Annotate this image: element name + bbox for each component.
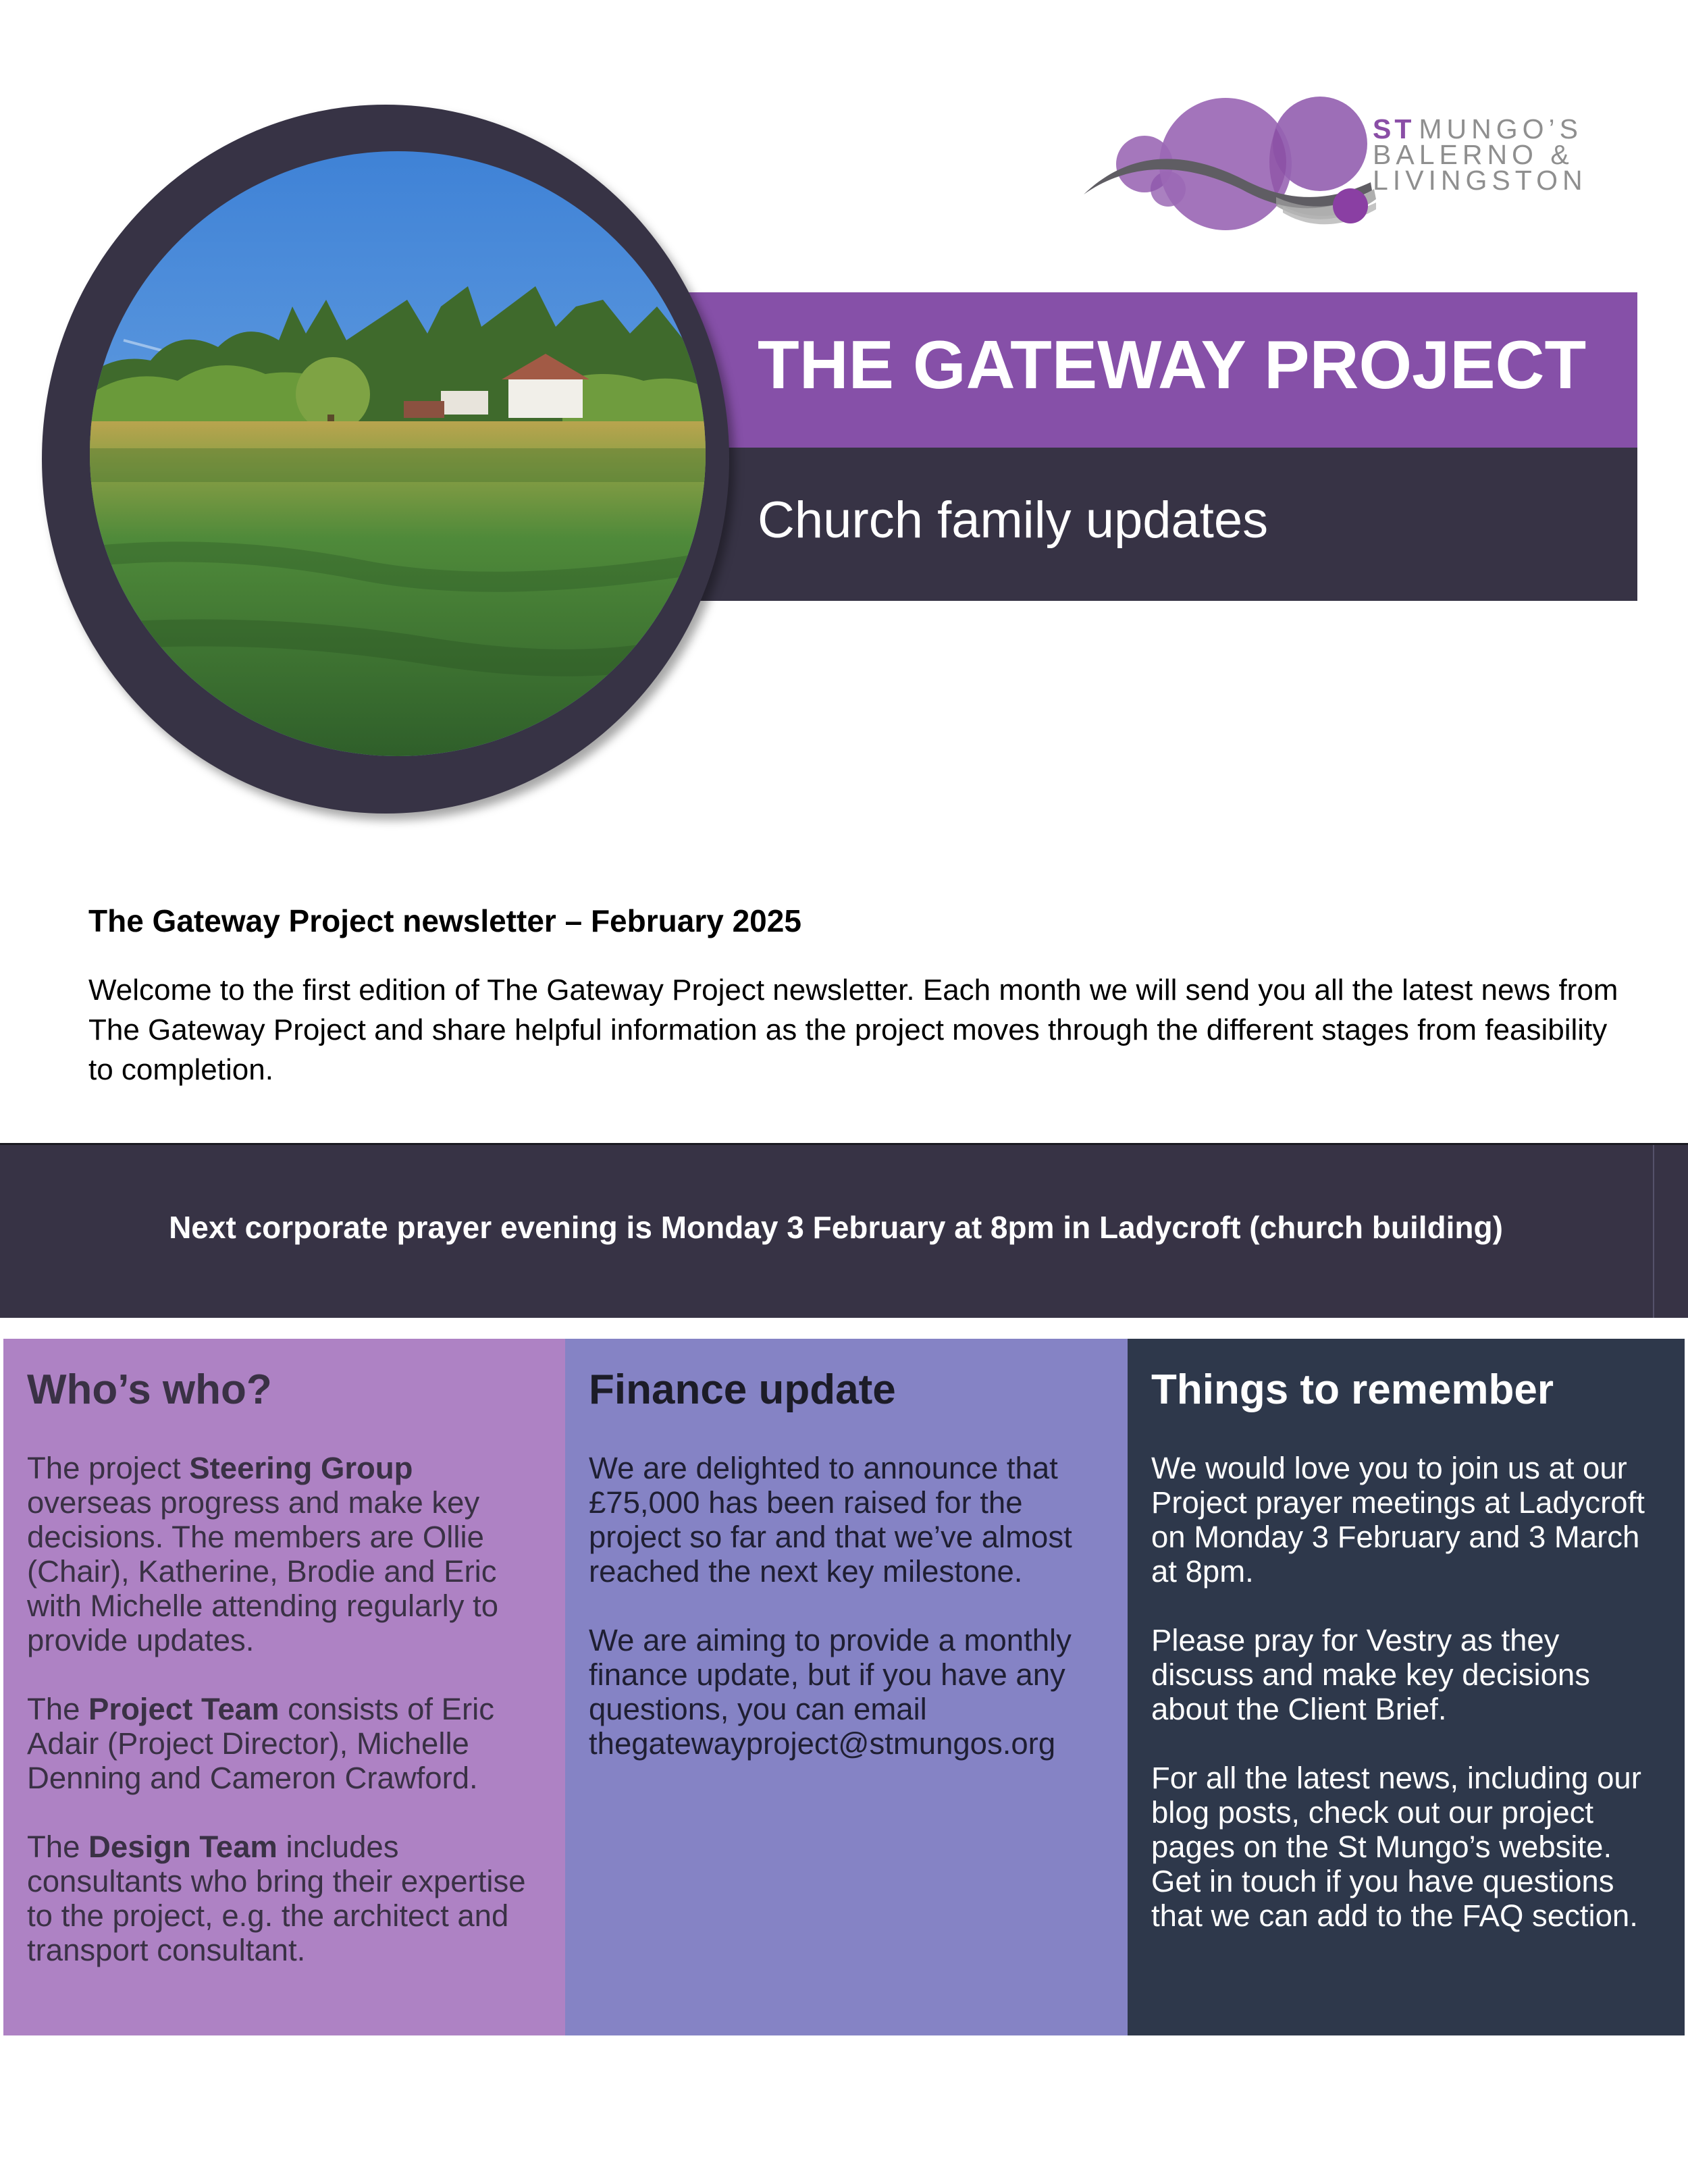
whos-who-column bbox=[3, 1339, 565, 2035]
logo-bubbles-icon bbox=[1074, 88, 1377, 243]
project-team-paragraph bbox=[27, 1692, 545, 1795]
steering-group-label: Steering Group bbox=[189, 1451, 413, 1485]
finance-update-column bbox=[565, 1339, 1128, 2035]
logo-line-2: BALERNO & bbox=[1373, 139, 1574, 170]
things-to-remember-column bbox=[1128, 1339, 1685, 2035]
things-to-remember-heading: Things to remember bbox=[1151, 1366, 1554, 1413]
landscape-image-icon bbox=[90, 151, 706, 756]
logo-line-1 bbox=[1373, 113, 1583, 144]
email-link[interactable]: thegatewayproject@stmungos.org bbox=[589, 1726, 1056, 1761]
design-team-paragraph bbox=[27, 1830, 545, 1967]
text: The bbox=[27, 1692, 89, 1726]
prayer-meetings-paragraph: We would love you to join us at our Project prayer meetings at Ladycroft on Monday 3 February and 3 March at 8pm. bbox=[1151, 1451, 1645, 1589]
spacer bbox=[27, 1657, 545, 1692]
text: We are aiming to provide a monthly finance update, but if you have any questions, you can email bbox=[589, 1623, 1072, 1726]
funds-raised-paragraph: We are delighted to announce that £75,000 has been raised for the project so far and that we’ve almost reached the next key milestone. bbox=[589, 1451, 1072, 1589]
finance-update-heading: Finance update bbox=[589, 1366, 896, 1413]
spacer bbox=[1151, 1589, 1664, 1623]
text: includes consultants who bring their expertise to the project, e.g. the architect and transport consultant. bbox=[27, 1830, 526, 1967]
spacer bbox=[1151, 1726, 1664, 1761]
finance-contact-paragraph bbox=[589, 1623, 1107, 1761]
spacer bbox=[589, 1589, 1107, 1623]
info-columns bbox=[3, 1339, 1685, 2035]
steering-group-paragraph bbox=[27, 1451, 545, 1657]
intro-heading: The Gateway Project newsletter – February 2025 bbox=[88, 903, 801, 938]
vestry-prayer-paragraph: Please pray for Vestry as they discuss and make key decisions about the Client Brief. bbox=[1151, 1623, 1590, 1726]
text: The bbox=[27, 1830, 89, 1864]
field-photo bbox=[90, 151, 706, 756]
text: The project bbox=[27, 1451, 190, 1485]
spacer bbox=[27, 1795, 545, 1830]
newsletter-subtitle: Church family updates bbox=[758, 491, 1269, 549]
logo-line-3: LIVINGSTON bbox=[1373, 165, 1587, 196]
whos-who-heading: Who’s who? bbox=[27, 1366, 272, 1413]
design-team-label: Design Team bbox=[88, 1830, 278, 1864]
latest-news-paragraph: For all the latest news, including our blog posts, check out our project pages on the St Mungo’s website. Get in touch if you have questions that we can add to the FAQ section. bbox=[1151, 1761, 1641, 1933]
newsletter-title: THE GATEWAY PROJECT bbox=[758, 327, 1587, 403]
text: overseas progress and make key decisions. The members are Ollie (Chair), Katherine, Brodie and Eric with Michelle attending regularly to provide updates. bbox=[27, 1485, 499, 1657]
project-team-label: Project Team bbox=[88, 1692, 280, 1726]
prayer-evening-text: Next corporate prayer evening is Monday 3 February at 8pm in Ladycroft (church building) bbox=[169, 1210, 1503, 1245]
logo-st: ST bbox=[1373, 113, 1415, 144]
intro-paragraph: Welcome to the first edition of The Gateway Project newsletter. Each month we will send you all the latest news from The Gateway Project and share helpful information as the project moves through the different stages from feasibility to completion. bbox=[88, 974, 1618, 1086]
logo-mungos: MUNGO’S bbox=[1419, 113, 1583, 144]
prayer-evening-banner bbox=[0, 1143, 1688, 1318]
st-mungos-logo bbox=[1074, 88, 1627, 243]
text: consists of Eric Adair (Project Director), Michelle Denning and Cameron Crawford. bbox=[27, 1692, 495, 1795]
